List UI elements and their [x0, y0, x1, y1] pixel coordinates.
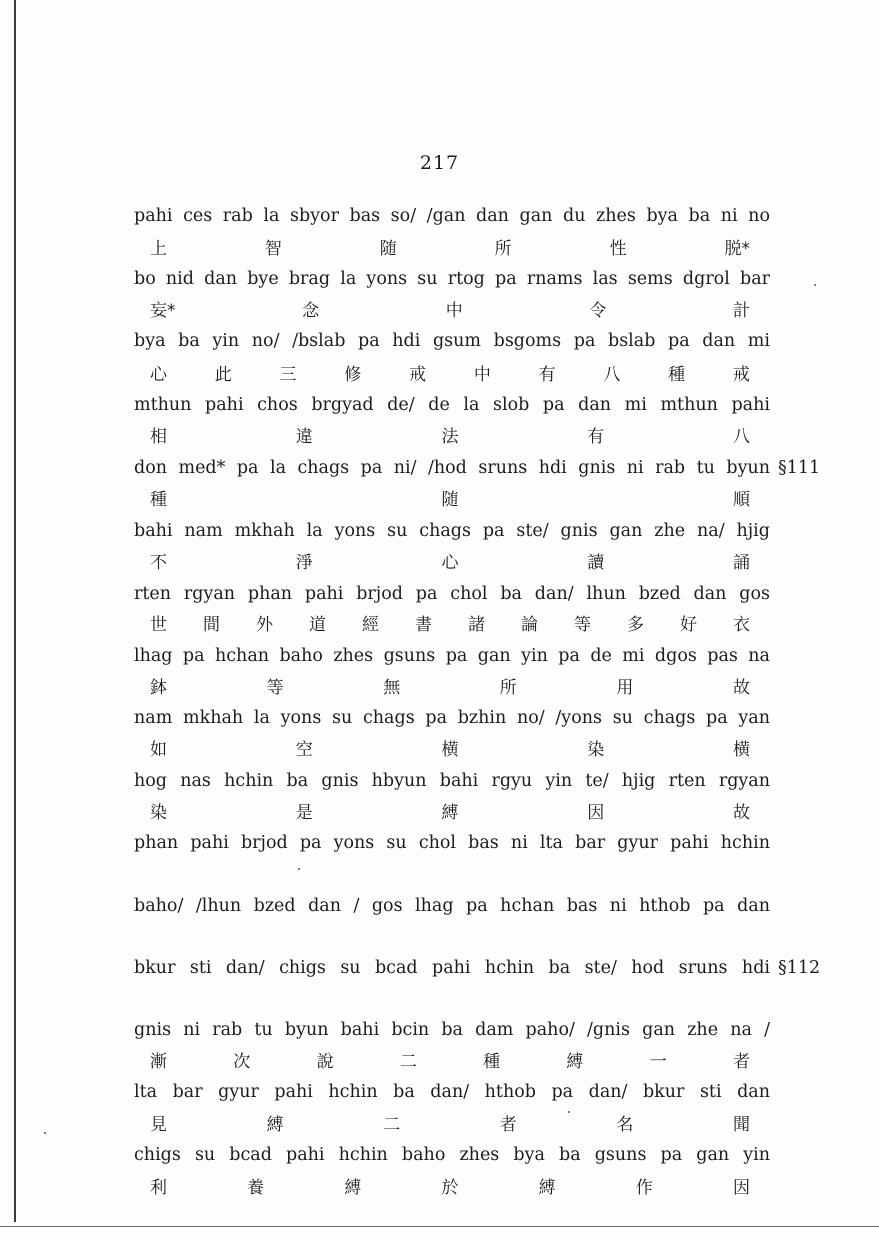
- chinese-gloss-4: [150, 426, 750, 448]
- chinese-char: 戒: [409, 365, 427, 385]
- page-number: 217: [419, 152, 460, 174]
- chinese-char: 種: [483, 1052, 501, 1072]
- tibetan-line-11: phan pahi brjod pa yons su chol bas ni lta bar gyur pahi hchin: [134, 833, 770, 853]
- tibetan-line-6: bahi nam mkhah la yons su chags pa ste/ gnis gan zhe na/ hjig: [134, 521, 770, 541]
- chinese-gloss-10: [150, 802, 750, 824]
- chinese-char: 道: [309, 615, 326, 635]
- chinese-gloss-9: [150, 739, 750, 761]
- tibetan-line-10: hog nas hchin ba gnis hbyun bahi rgyu yin te/ hjig rten rgyan: [134, 771, 770, 791]
- chinese-char: 聞: [732, 1115, 750, 1135]
- chinese-char: 二: [399, 1052, 417, 1072]
- chinese-char: 心: [441, 553, 459, 573]
- chinese-char: 淨: [295, 553, 313, 573]
- chinese-char: 上: [150, 239, 167, 259]
- tibetan-line-4: mthun pahi chos brgyad de/ de la slob pa dan mi mthun pahi: [134, 395, 770, 415]
- chinese-char: 計: [733, 301, 750, 321]
- tibetan-line-1: pahi ces rab la sbyor bas so/ /gan dan gan du zhes bya ba ni no: [134, 206, 770, 226]
- chinese-gloss-2: [150, 300, 750, 322]
- ink-speck: [568, 1111, 570, 1113]
- chinese-char: 衣: [733, 615, 750, 635]
- chinese-char: 於: [441, 1178, 459, 1198]
- chinese-char: 随: [379, 239, 397, 259]
- tibetan-line-5: don med* pa la chags pa ni/ /hod sruns hdi gnis ni rab tu byun: [134, 458, 770, 478]
- chinese-char: 名: [616, 1115, 634, 1135]
- chinese-char: 鉢: [150, 678, 167, 698]
- chinese-char: 縛: [441, 803, 459, 823]
- chinese-char: 不: [150, 553, 167, 573]
- chinese-char: 如: [150, 740, 167, 760]
- chinese-char: 外: [256, 615, 273, 635]
- chinese-gloss-5: [150, 489, 750, 511]
- tibetan-line-9: nam mkhah la yons su chags pa bzhin no/ /yons su chags pa yan: [134, 708, 770, 728]
- chinese-char: 經: [362, 615, 379, 635]
- chinese-char: 相: [150, 427, 167, 447]
- chinese-char: 因: [587, 803, 605, 823]
- chinese-char: 戒: [732, 365, 750, 385]
- chinese-gloss-3: [150, 364, 750, 386]
- tibetan-line-15: lta bar gyur pahi hchin ba dan/ hthob pa dan/ bkur sti dan: [134, 1082, 770, 1102]
- chinese-char: 横: [441, 740, 459, 760]
- chinese-char: 横: [733, 740, 750, 760]
- chinese-char: 種: [668, 365, 686, 385]
- chinese-char: 因: [732, 1178, 750, 1198]
- ink-speck: [44, 1132, 46, 1134]
- chinese-char: 諸: [468, 615, 485, 635]
- tibetan-line-14: gnis ni rab tu byun bahi bcin ba dam paho/ /gnis gan zhe na /: [134, 1020, 770, 1040]
- chinese-char: 随: [441, 490, 459, 510]
- chinese-char: 順: [733, 490, 750, 510]
- chinese-char: 法: [441, 427, 459, 447]
- left-margin-rule: [14, 0, 16, 1222]
- chinese-char: 妄*: [150, 301, 176, 321]
- chinese-gloss-6: [150, 552, 750, 574]
- chinese-char: 八: [603, 365, 621, 385]
- chinese-char: 世: [150, 615, 167, 635]
- chinese-char: 等: [266, 678, 284, 698]
- tibetan-line-13: bkur sti dan/ chigs su bcad pahi hchin ba ste/ hod sruns hdi: [134, 958, 770, 978]
- chinese-char: 者: [732, 1052, 750, 1072]
- chinese-char: 違: [295, 427, 313, 447]
- chinese-char: 間: [203, 615, 220, 635]
- chinese-gloss-15: [150, 1114, 750, 1136]
- chinese-char: 無: [383, 678, 401, 698]
- chinese-char: 染: [150, 803, 167, 823]
- chinese-char: 此: [214, 365, 232, 385]
- chinese-gloss-7: [150, 614, 750, 636]
- chinese-char: 智: [264, 239, 282, 259]
- chinese-char: 令: [589, 301, 607, 321]
- chinese-char: 故: [733, 803, 750, 823]
- chinese-char: 作: [635, 1178, 653, 1198]
- tibetan-line-8: lhag pa hchan baho zhes gsuns pa gan yin pa de mi dgos pas na: [134, 646, 770, 666]
- chinese-char: 心: [150, 365, 167, 385]
- chinese-char: 者: [499, 1115, 517, 1135]
- chinese-char: 八: [733, 427, 750, 447]
- chinese-char: 誦: [733, 553, 750, 573]
- chinese-char: 染: [587, 740, 605, 760]
- bottom-page-edge: [0, 1226, 879, 1227]
- tibetan-line-12: baho/ /lhun bzed dan / gos lhag pa hchan bas ni hthob pa dan: [134, 896, 770, 916]
- chinese-char: 論: [521, 615, 538, 635]
- chinese-char: 縛: [344, 1178, 362, 1198]
- section-marker-112: §112: [778, 958, 821, 978]
- chinese-char: 等: [574, 615, 591, 635]
- chinese-char: 中: [445, 301, 463, 321]
- chinese-char: 性: [609, 239, 627, 259]
- ink-speck: [298, 868, 300, 870]
- section-marker-111: §111: [778, 458, 821, 478]
- ink-speck: [814, 284, 816, 286]
- tibetan-line-16: chigs su bcad pahi hchin baho zhes bya ba gsuns pa gan yin: [134, 1145, 770, 1165]
- chinese-char: 修: [344, 365, 362, 385]
- chinese-char: 說: [316, 1052, 334, 1072]
- chinese-char: 見: [150, 1115, 167, 1135]
- chinese-char: 次: [233, 1052, 251, 1072]
- chinese-char: 縛: [538, 1178, 556, 1198]
- chinese-char: 所: [494, 239, 512, 259]
- chinese-char: 縛: [566, 1052, 584, 1072]
- chinese-gloss-14: [150, 1051, 750, 1073]
- chinese-char: 縛: [266, 1115, 284, 1135]
- chinese-char: 書: [415, 615, 432, 635]
- chinese-char: 脱*: [724, 239, 750, 259]
- chinese-char: 利: [150, 1178, 167, 1198]
- chinese-char: 有: [538, 365, 556, 385]
- chinese-char: 念: [302, 301, 320, 321]
- chinese-char: 中: [473, 365, 491, 385]
- chinese-char: 三: [279, 365, 297, 385]
- chinese-gloss-1: [150, 238, 750, 260]
- chinese-char: 漸: [150, 1052, 167, 1072]
- chinese-char: 好: [680, 615, 697, 635]
- chinese-char: 一: [649, 1052, 667, 1072]
- chinese-gloss-8: [150, 677, 750, 699]
- tibetan-line-7: rten rgyan phan pahi brjod pa chol ba dan/ lhun bzed dan gos: [134, 584, 770, 604]
- chinese-char: 空: [295, 740, 313, 760]
- chinese-char: 讀: [587, 553, 605, 573]
- chinese-char: 養: [247, 1178, 265, 1198]
- chinese-char: 二: [383, 1115, 401, 1135]
- chinese-char: 故: [732, 678, 750, 698]
- chinese-char: 是: [295, 803, 313, 823]
- chinese-char: 多: [627, 615, 644, 635]
- tibetan-line-2: bo nid dan bye brag la yons su rtog pa rnams las sems dgrol bar: [134, 269, 770, 289]
- chinese-char: 用: [616, 678, 634, 698]
- chinese-char: 有: [587, 427, 605, 447]
- chinese-char: 種: [150, 490, 167, 510]
- tibetan-line-3: bya ba yin no/ /bslab pa hdi gsum bsgoms pa bslab pa dan mi: [134, 331, 770, 351]
- chinese-char: 所: [499, 678, 517, 698]
- chinese-gloss-16: [150, 1177, 750, 1199]
